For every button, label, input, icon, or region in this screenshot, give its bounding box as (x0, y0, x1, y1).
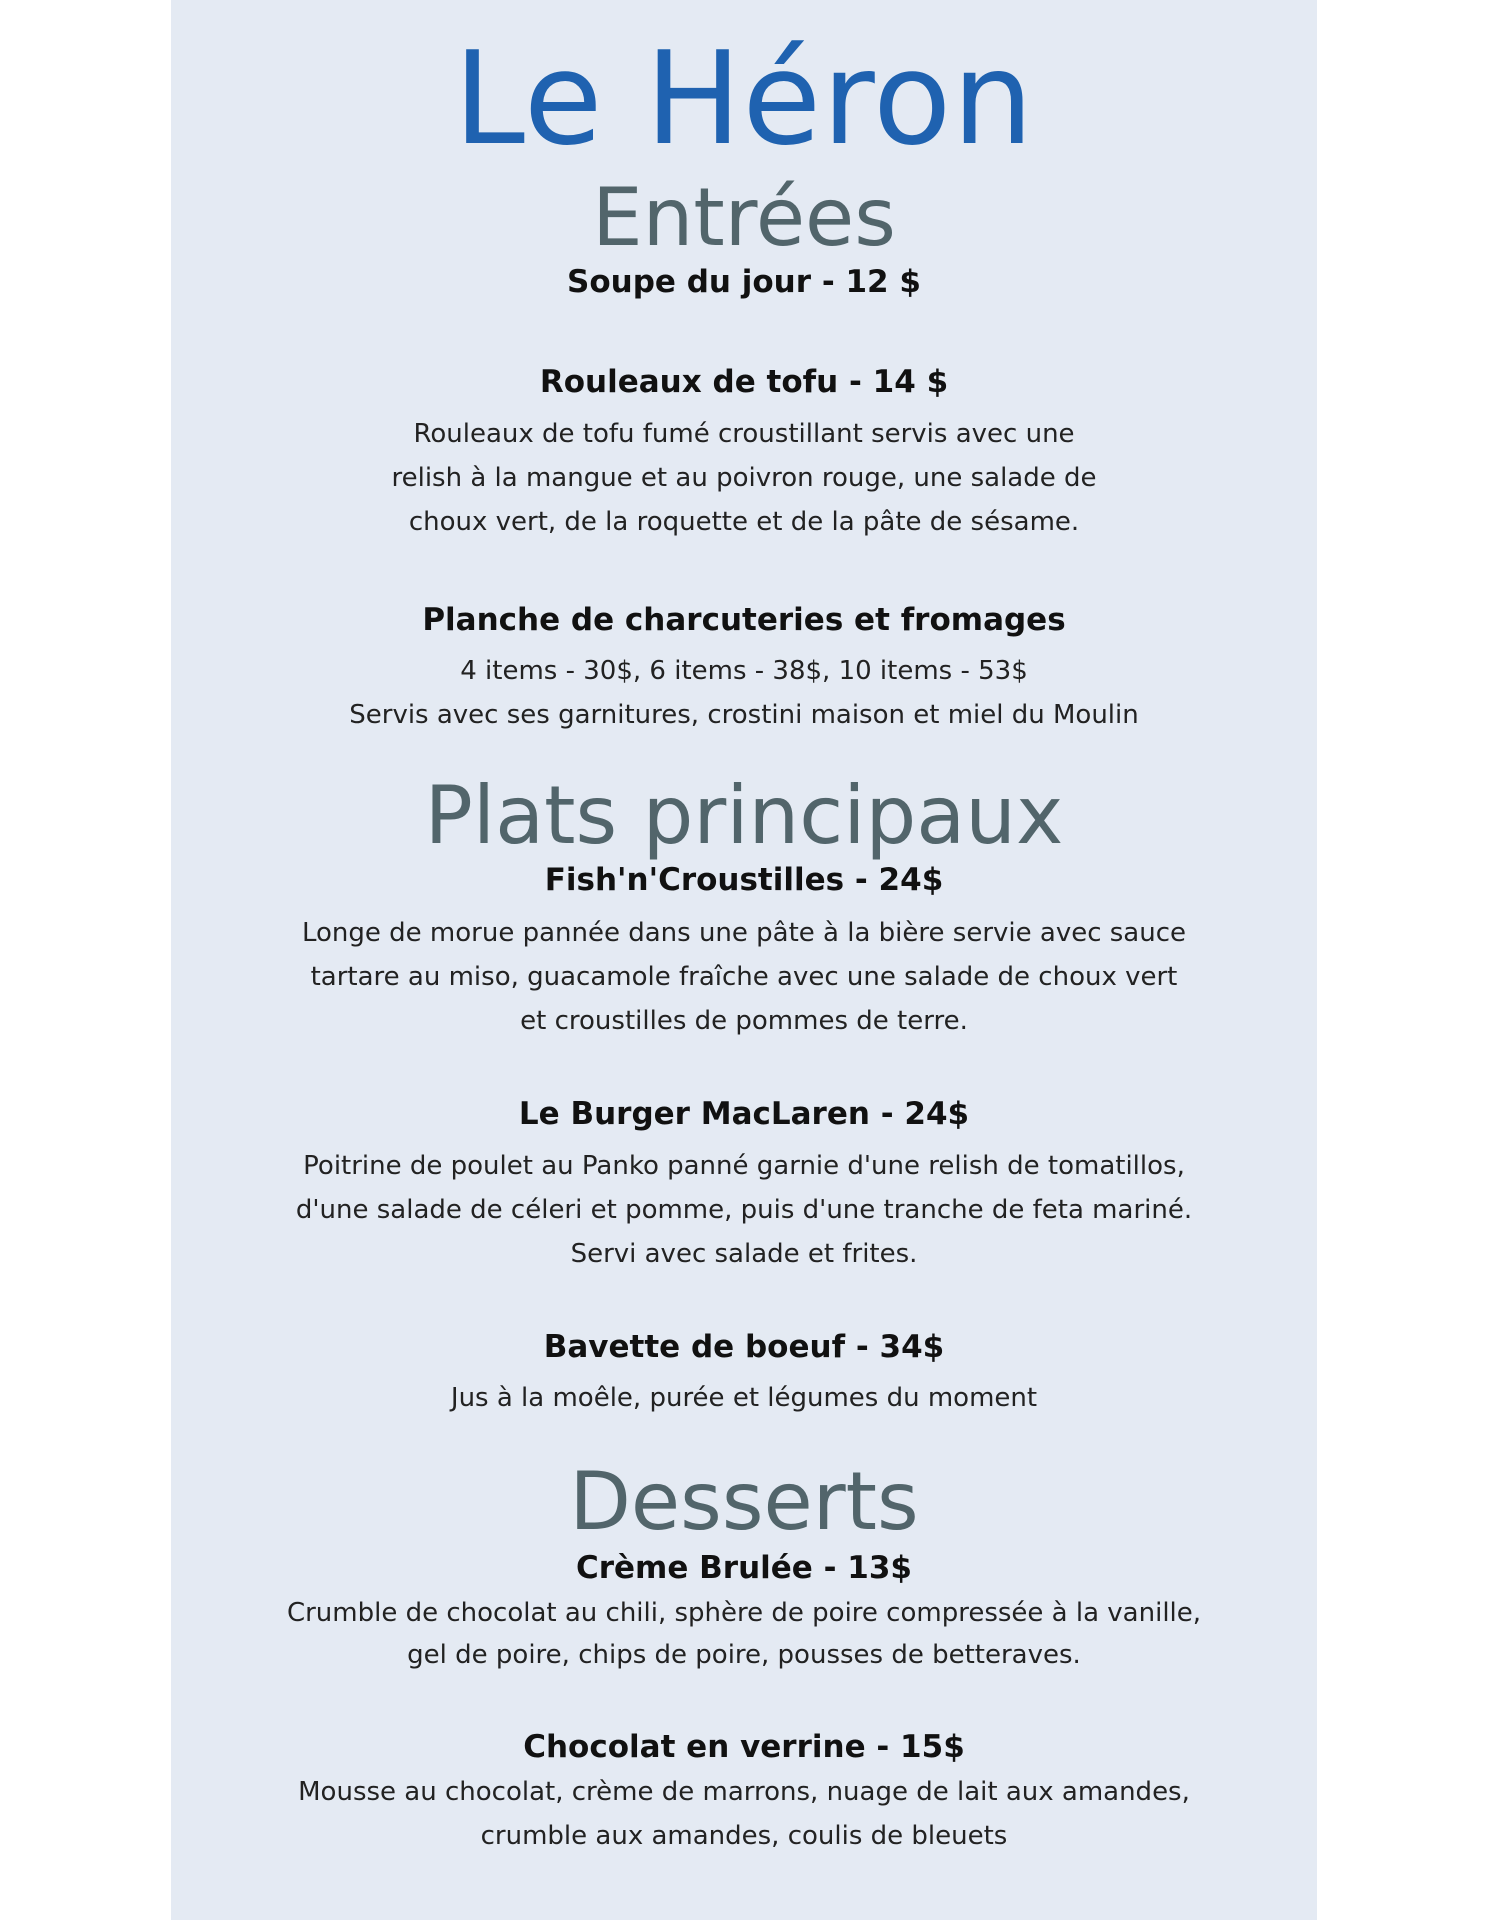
menu-item-description: Longe de morue pannée dans une pâte à la bière servie avec sauce tartare au miso, guacamole fraîche avec une salade de choux vert et croustilles de pommes de terre. (301, 918, 1187, 1036)
menu-item-description: Rouleaux de tofu fumé croustillant servis avec une relish à la mangue et au poivron rouge, une salade de choux vert, de la roquette et de la pâte de sésame. (391, 419, 1097, 537)
menu-item-description: Poitrine de poulet au Panko panné garnie d'une relish de tomatillos, d'une salade de céleri et pomme, puis d'une tranche de feta mariné. Servi avec salade et frites. (295, 1151, 1193, 1269)
section-heading-entrees: Entrées (592, 171, 896, 264)
menu-item-description: Crumble de chocolat au chili, sphère de poire compressée à la vanille, gel de poire, chips de poire, pousses de betteraves. (286, 1598, 1202, 1670)
restaurant-title: Le Héron (453, 25, 1035, 174)
menu-item-description: Jus à la moêle, purée et légumes du moment (450, 1383, 1038, 1413)
menu-item-name: Rouleaux de tofu - 14 $ (539, 364, 949, 400)
menu-item-name: Planche de charcuteries et fromages (422, 602, 1066, 638)
menu-item-name: Le Burger MacLaren - 24$ (518, 1096, 970, 1132)
menu-panel (171, 0, 1317, 1920)
menu-item-description: Mousse au chocolat, crème de marrons, nuage de lait aux amandes, crumble aux amandes, coulis de bleuets (298, 1777, 1190, 1851)
menu-item-name: Crème Brulée - 13$ (575, 1550, 912, 1586)
menu-item-name: Fish'n'Croustilles - 24$ (544, 862, 944, 898)
menu-item-name: Bavette de boeuf - 34$ (543, 1329, 945, 1365)
section-heading-desserts: Desserts (569, 1455, 919, 1548)
menu-item-description: 4 items - 30$, 6 items - 38$, 10 items - 53$ Servis avec ses garnitures, crostini maison et miel du Moulin (349, 656, 1139, 730)
menu-item-name: Soupe du jour - 12 $ (567, 264, 921, 300)
menu-item-name: Chocolat en verrine - 15$ (523, 1729, 965, 1765)
section-heading-plats-principaux: Plats principaux (424, 769, 1064, 862)
